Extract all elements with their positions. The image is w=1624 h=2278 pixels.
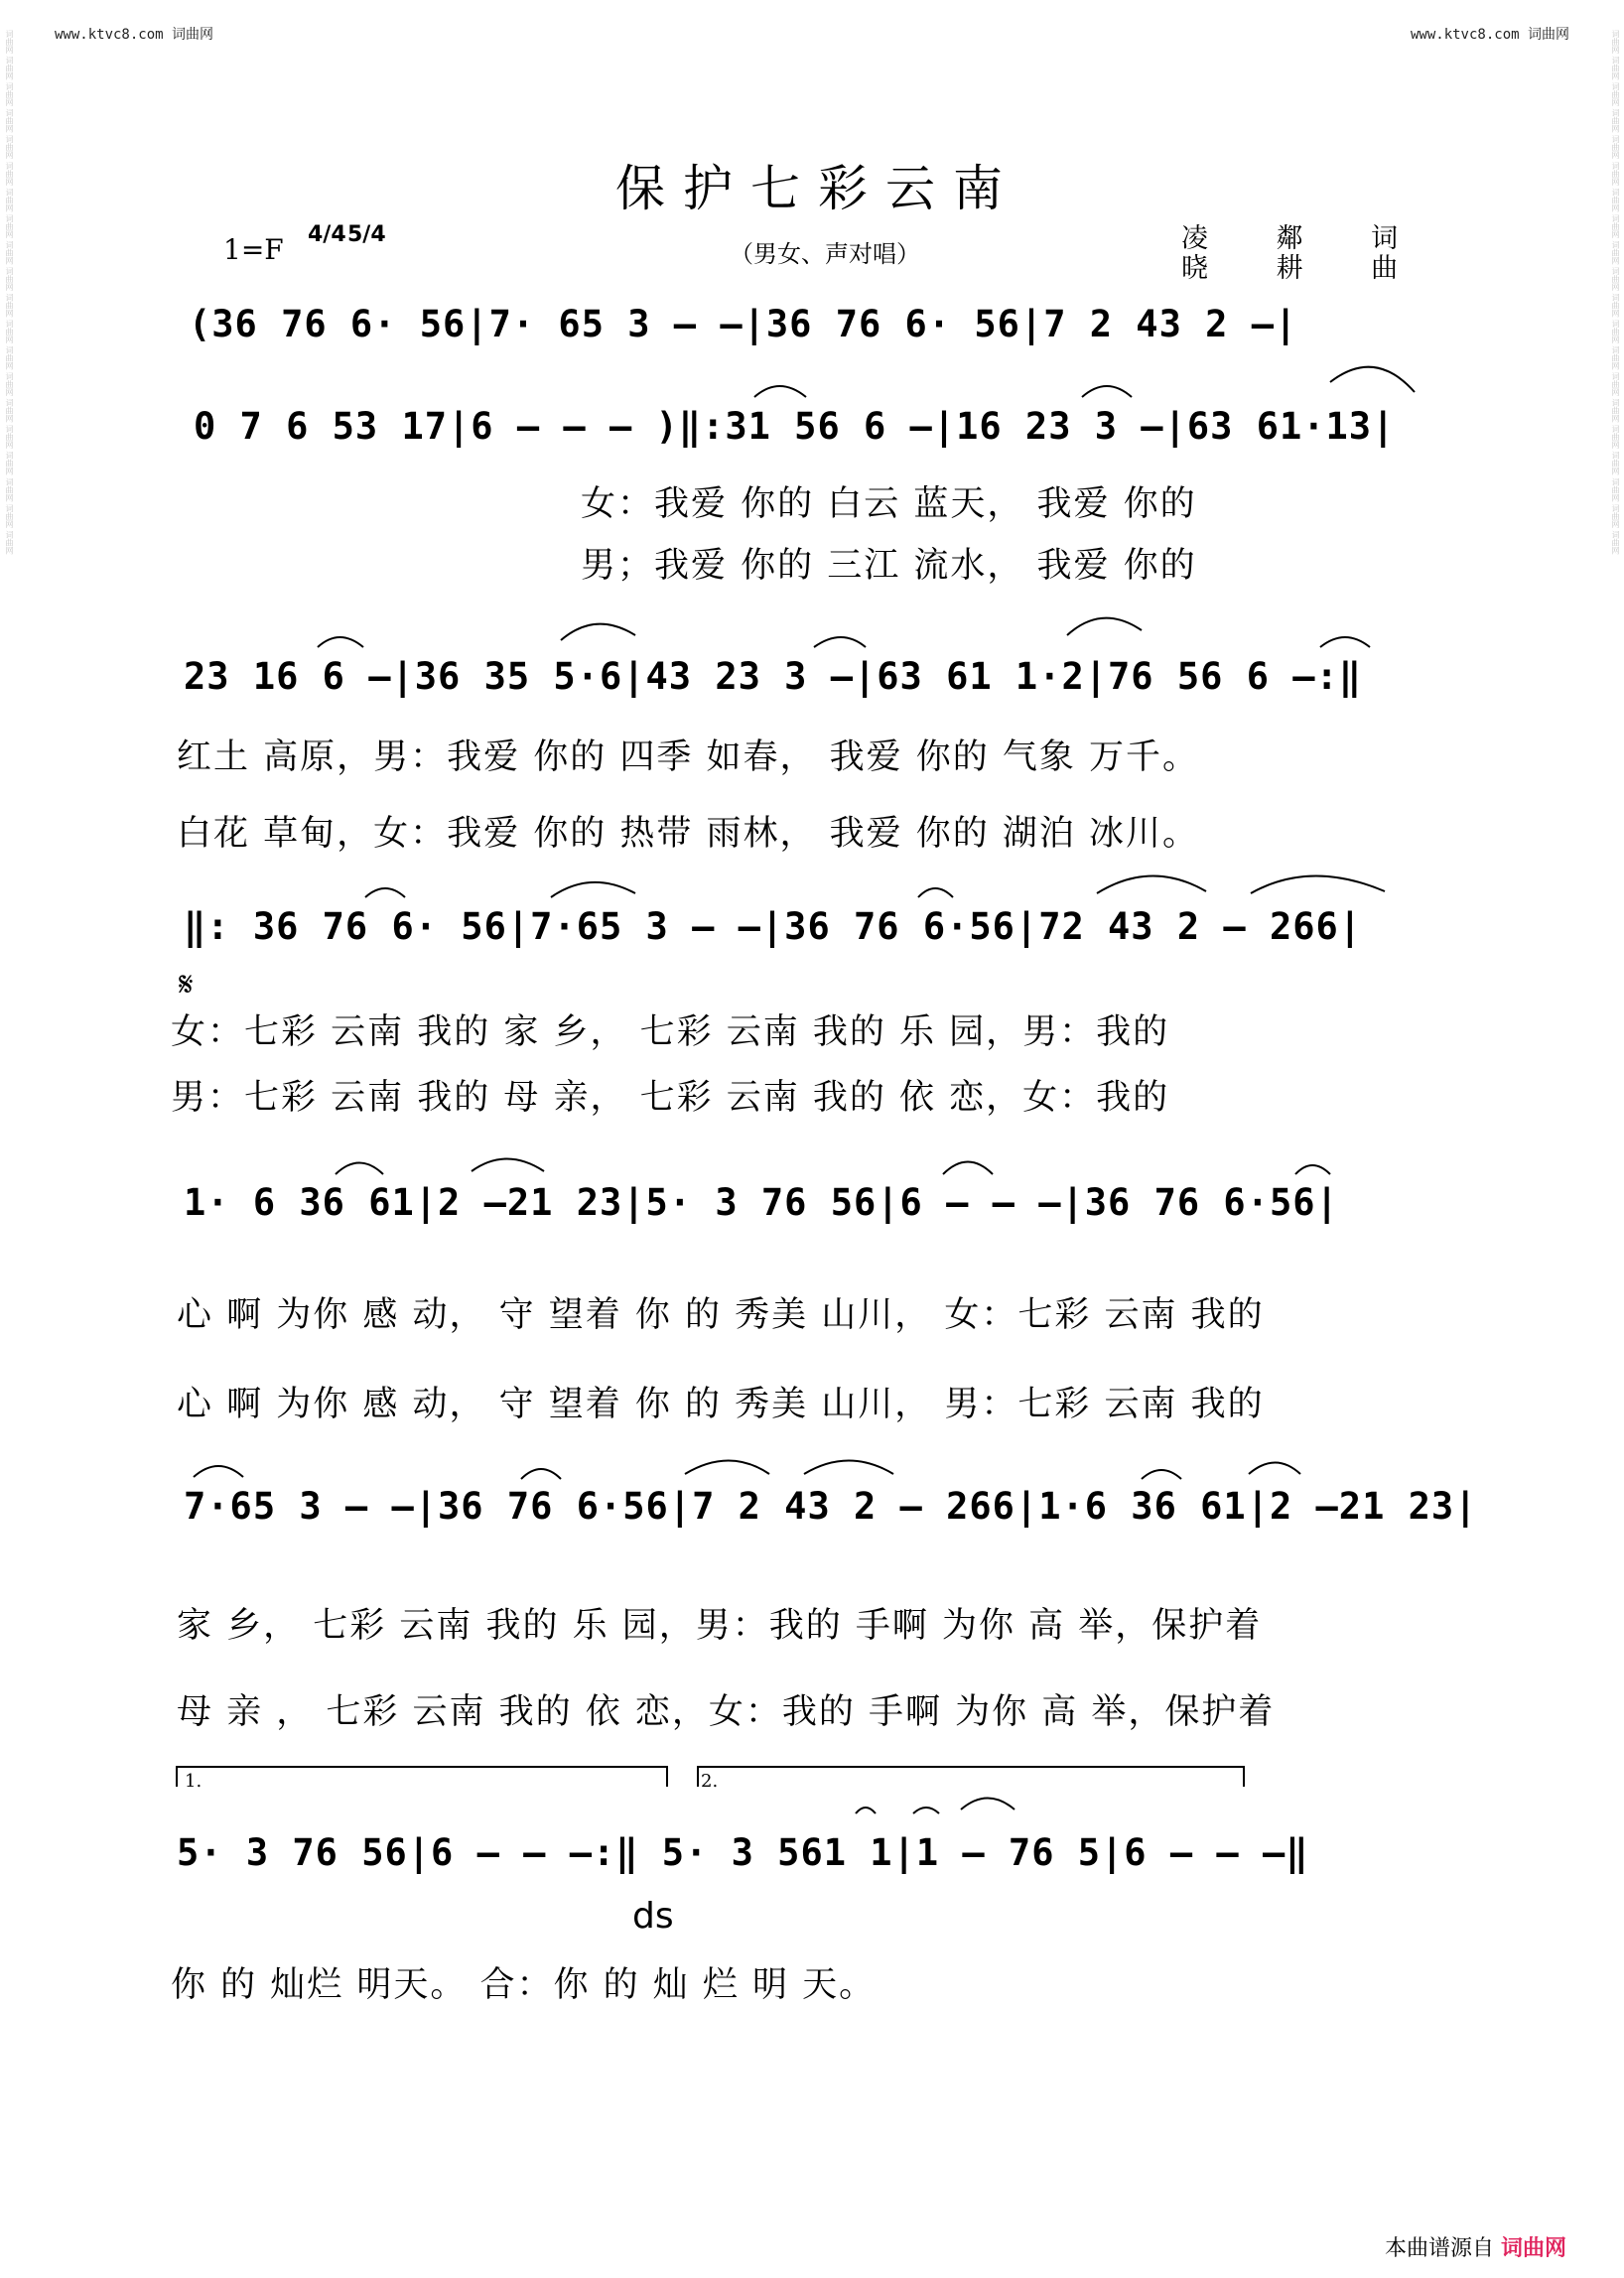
slurs [194,367,1415,1813]
header-watermark-right: www.ktvc8.com 词曲网 [1410,27,1569,43]
lyrics-system-3-line-1: 红土 高原，男：我爱 你的 四季 如春， 我爱 你的 气象 万千。 [177,737,1200,777]
side-watermark-left: 词曲网 词曲网 词曲网 词曲网 词曲网 词曲网 词曲网 词曲网 词曲网 词曲网 词曲网 词曲网 词曲网 词曲网 词曲网 词曲网 词曲网 词曲网 词曲网 词曲网 [5,30,14,555]
lyrics-system-6-line-2: 母 亲 ， 七彩 云南 我的 依 恋，女：我的 手啊 为你 高 举，保护着 [177,1692,1276,1732]
volta-1-label: 1. [185,1771,203,1792]
score-system-7-notes: 5· 3 76 56|6 – – –:‖ 5· 3 561 1|1 – 76 5|6 – – –‖ [177,1831,1309,1874]
score-system-2-notes: 0 7 6 53 17|6 – – – )‖:31 56 6 –|16 23 3 –|63 61·13| [194,405,1396,448]
lyrics-system-4-line-2: 男：七彩 云南 我的 母 亲， 七彩 云南 我的 依 恋，女：我的 [171,1078,1170,1118]
composer-credit: 晓 耕 曲 [1181,253,1428,284]
score-system-3-notes: 23 16 6 –|36 35 5·6|43 23 3 –|63 61 1·2|76 56 6 –:‖ [184,655,1363,698]
lyrics-system-7-line-1: 你 的 灿烂 明天。 合：你 的 灿 烂 明 天。 [171,1965,877,2005]
score-system-6-notes: 7·65 3 – –|36 76 6·56|7 2 43 2 – 266|1·6 36 61|2 –21 23| [184,1485,1478,1528]
footer-brand-link[interactable]: 词曲网 [1500,2236,1566,2261]
lyrics-system-5-line-1: 心 啊 为你 感 动， 守 望着 你 的 秀美 山川， 女：七彩 云南 我的 [177,1295,1265,1335]
footer-source-label: 本曲谱源自 [1384,2236,1494,2261]
side-watermark-right: 词曲网 词曲网 词曲网 词曲网 词曲网 词曲网 词曲网 词曲网 词曲网 词曲网 词曲网 词曲网 词曲网 词曲网 词曲网 词曲网 词曲网 词曲网 词曲网 词曲网 [1611,30,1620,555]
score-system-5-notes: 1· 6 36 61|2 –21 23|5· 3 76 56|6 – – –|36 76 6·56| [184,1181,1339,1224]
lyrics-system-4-line-1: 女：七彩 云南 我的 家 乡， 七彩 云南 我的 乐 园，男：我的 [171,1012,1170,1052]
segno-sign: 𝄋 [179,965,194,1005]
ds-mark: ds [632,1896,674,1937]
lyrics-system-2-line-2: 男；我爱 你的 三江 流水， 我爱 你的 [581,546,1197,586]
song-title: 保护七彩云南 [615,160,1020,217]
volta-brackets [177,1767,1244,1787]
song-subtitle: （男女、声对唱） [730,240,920,268]
volta-2-label: 2. [701,1771,719,1792]
header-watermark-left: www.ktvc8.com 词曲网 [55,27,214,43]
key-signature: 1=F [223,233,284,266]
score-system-4-notes: ‖: 36 76 6· 56|7·65 3 – –|36 76 6·56|72 43 2 – 266| [184,905,1363,948]
time-signature-1: 4/4 [308,222,346,247]
lyrics-system-2-line-1: 女：我爱 你的 白云 蓝天， 我爱 你的 [581,484,1197,524]
footer-source [1385,2231,1566,2262]
score-system-1-notes: (36 76 6· 56|7· 65 3 – –|36 76 6· 56|7 2 43 2 –| [189,303,1298,345]
lyrics-system-5-line-2: 心 啊 为你 感 动， 守 望着 你 的 秀美 山川， 男：七彩 云南 我的 [177,1385,1265,1424]
lyrics-system-6-line-1: 家 乡， 七彩 云南 我的 乐 园，男：我的 手啊 为你 高 举，保护着 [177,1606,1263,1646]
lyricist-credit: 凌 鄰 词 [1181,223,1428,254]
lyrics-system-3-line-2: 白花 草甸，女：我爱 你的 热带 雨林， 我爱 你的 湖泊 冰川。 [177,814,1200,854]
time-signature-2: 5/4 [347,222,386,247]
